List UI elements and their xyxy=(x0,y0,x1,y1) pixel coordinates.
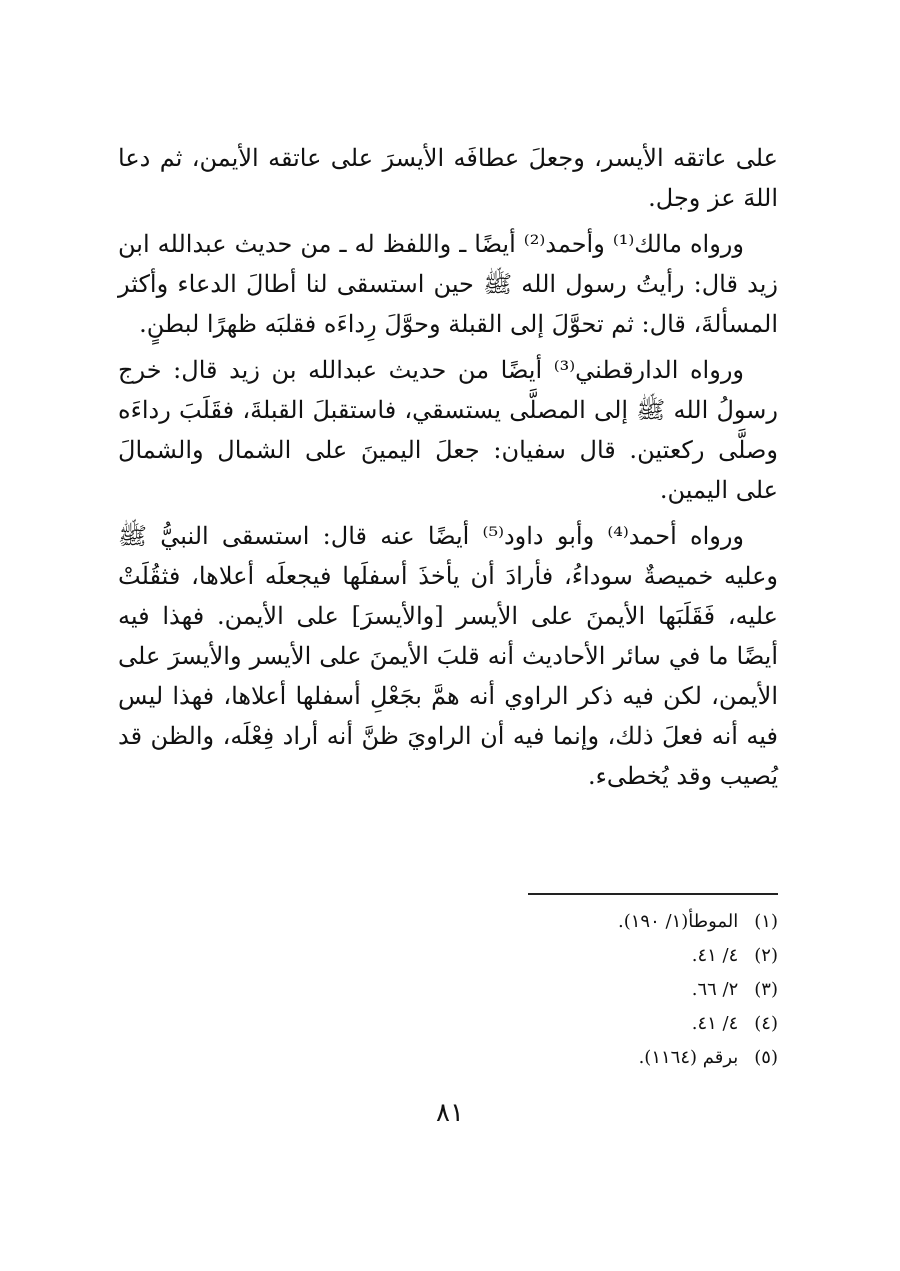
paragraph-2: ورواه مالك⁽¹⁾ وأحمد⁽²⁾ أيضًا ـ واللفظ له ـ من حديث عبدالله ابن زيد قال: رأيتُ رسول الله ﷺ حين استسقى لنا أطالَ الدعاء وأكثر المسألةَ، قال: ثم تحوَّلَ إلى القبلة وحوَّلَ رِداءَه فقلبَه ظهرًا لبطنٍ. xyxy=(118,230,779,338)
footnote-item xyxy=(518,1041,778,1075)
footnote-item xyxy=(518,973,778,1007)
page-number: ٨١ xyxy=(436,1098,464,1128)
paragraph-4: ورواه أحمد⁽⁴⁾ وأبو داود⁽⁵⁾ أيضًا عنه قال: استسقى النبيُّ ﷺ وعليه خميصةٌ سوداءُ، فأرادَ أن يأخذَ أسفلَها فيجعلَه أعلاها، فثقُلَتْ عليه، فَقَلَبَها الأيمنَ على الأيسر [والأيسرَ] على الأيمن. فهذا فيه أيضًا ما في سائر الأحاديث أنه قلبَ الأيمنَ على الأيسر والأيسرَ على الأيمن، لكن فيه ذكر الراوي أنه همَّ بجَعْلِ أسفلها أعلاها، فهذا ليس فيه أنه فعلَ ذلك، وإنما فيه أن الراويَ ظنَّ أنه أراد فِعْلَه، والظن قد يُصيب وقد يُخطىء. xyxy=(118,522,778,790)
paragraph-1: على عاتقه الأيسر، وجعلَ عطافَه الأيسرَ على عاتقه الأيمن، ثم دعا اللهَ عز وجل. xyxy=(118,144,778,212)
footnote-number: (٢) xyxy=(754,945,778,966)
footnote-number: (٣) xyxy=(754,979,778,1000)
footnotes xyxy=(518,893,778,1075)
footnote-number: (٤) xyxy=(754,1013,778,1034)
footnote-text: برقم (١١٦٤). xyxy=(638,1047,739,1068)
footnote-item xyxy=(518,1007,778,1041)
footnote-text: ٤/ ٤١. xyxy=(691,1013,739,1034)
main-text xyxy=(118,138,778,796)
footnote-text: الموطأ(١/ ١٩٠). xyxy=(618,911,739,932)
footnote-text: ٤/ ٤١. xyxy=(691,945,739,966)
footnote-item xyxy=(518,939,778,973)
footnote-number: (١) xyxy=(754,911,778,932)
footnote-item xyxy=(518,905,778,939)
footnote-number: (٥) xyxy=(754,1047,778,1068)
footnote-text: ٢/ ٦٦. xyxy=(691,979,739,1000)
footnote-separator xyxy=(528,893,778,895)
paragraph-3: ورواه الدارقطني⁽³⁾ أيضًا من حديث عبدالله بن زيد قال: خرج رسولُ الله ﷺ إلى المصلَّى يستسقي، فاستقبلَ القبلةَ، فقَلَبَ رداءَه وصلَّى ركعتين. قال سفيان: جعلَ اليمينَ على الشمال والشمالَ على اليمين. xyxy=(118,356,778,504)
